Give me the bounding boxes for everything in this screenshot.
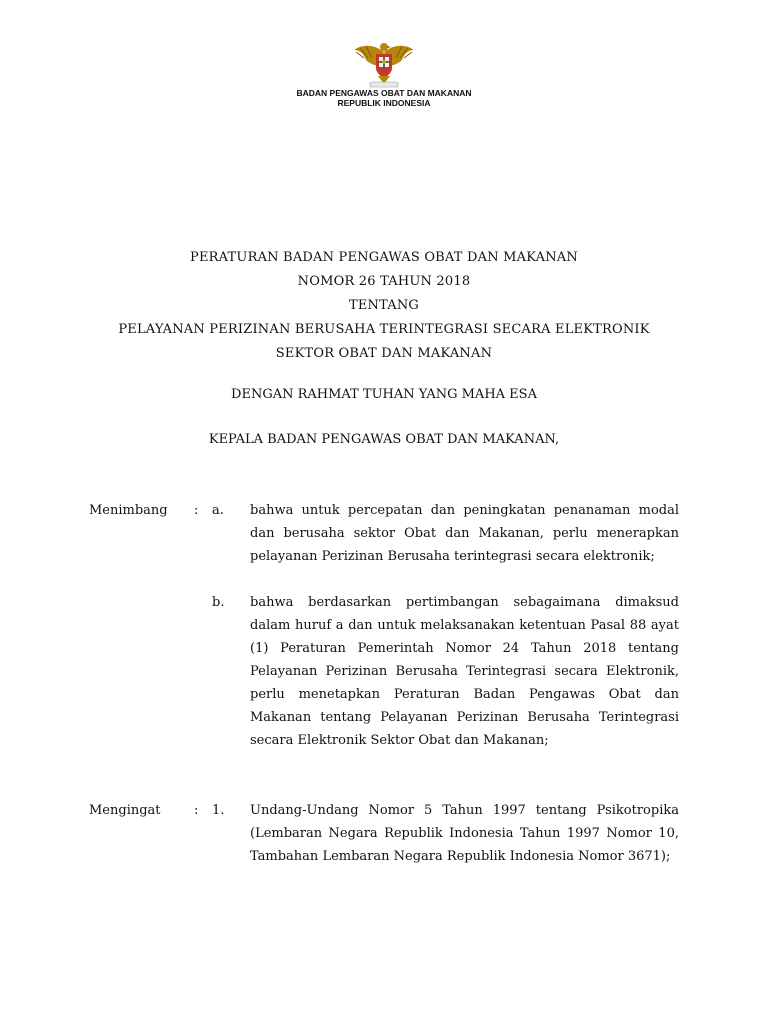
mengingat-item-text: Undang-Undang Nomor 5 Tahun 1997 tentang Psikotropika (Lembaran Negara Republik Indonesia Tahun 1997 Nomor 10, Tambahan Lembaran Negara Republik Indonesia Nomor 3671); [250, 803, 679, 864]
agency-country: REPUBLIK INDONESIA [337, 98, 431, 108]
regulation-title [0, 246, 768, 366]
garuda-emblem-icon [350, 38, 418, 90]
menimbang-item-mark: a. [212, 503, 224, 518]
agency-name: BADAN PENGAWAS OBAT DAN MAKANAN [296, 88, 472, 98]
menimbang-item-mark: b. [212, 595, 225, 610]
title-line: NOMOR 26 TAHUN 2018 [297, 274, 471, 289]
issuing-authority: KEPALA BADAN PENGAWAS OBAT DAN MAKANAN, [208, 432, 560, 447]
mengingat-label: Mengingat [89, 803, 161, 818]
menimbang-colon: : [194, 503, 199, 518]
invocation: DENGAN RAHMAT TUHAN YANG MAHA ESA [231, 387, 537, 402]
mengingat-colon: : [194, 803, 199, 818]
menimbang-label: Menimbang [89, 503, 168, 518]
title-line: TENTANG [348, 298, 420, 313]
title-line: PELAYANAN PERIZINAN BERUSAHA TERINTEGRASI SECARA ELEKTRONIK [118, 322, 650, 337]
menimbang-item-text: bahwa untuk percepatan dan peningkatan penanaman modal dan berusaha sektor Obat dan Makanan, perlu menerapkan pelayanan Perizinan Berusaha terintegrasi secara elektronik; [250, 503, 679, 564]
title-line: PERATURAN BADAN PENGAWAS OBAT DAN MAKANAN [190, 250, 578, 265]
menimbang-item-text: bahwa berdasarkan pertimbangan sebagaimana dimaksud dalam huruf a dan untuk melaksanakan ketentuan Pasal 88 ayat (1) Peraturan Pemerintah Nomor 24 Tahun 2018 tentang Pelayanan Perizinan Berusaha Terintegrasi secara Elektronik, perlu menetapkan Peraturan Badan Pengawas Obat dan Makanan tentang Pelayanan Perizinan Berusaha Terintegrasi secara Elektronik Sektor Obat dan Makanan; [250, 595, 679, 748]
mengingat-item-mark: 1. [212, 803, 225, 818]
title-line: SEKTOR OBAT DAN MAKANAN [275, 346, 493, 361]
